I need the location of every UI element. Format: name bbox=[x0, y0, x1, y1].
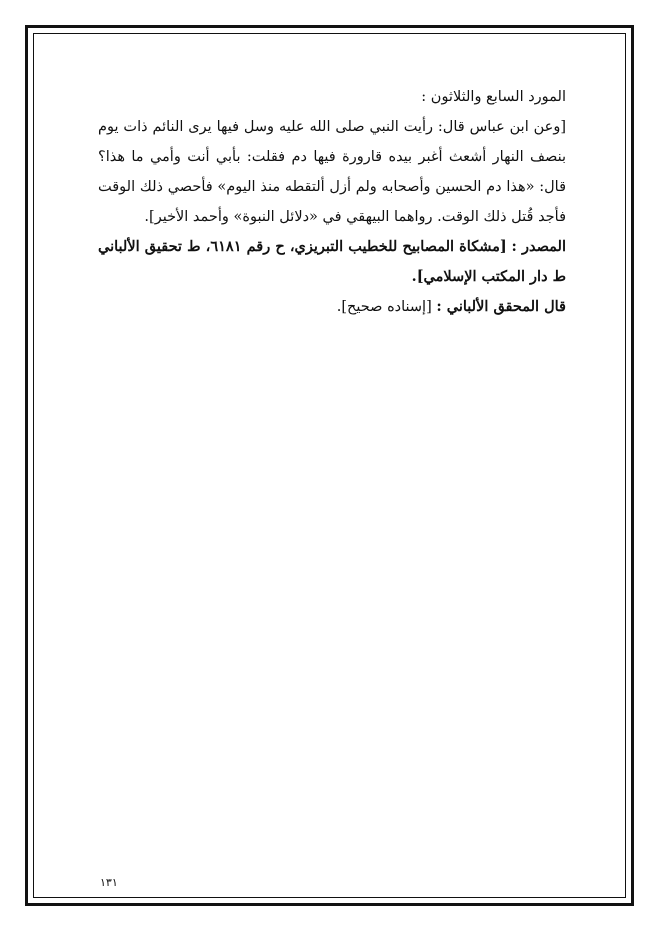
source-line-2: ط دار المكتب الإسلامي]. bbox=[411, 268, 566, 285]
section-heading: المورد السابع والثلاثون : bbox=[421, 89, 566, 105]
hadith-line-4: فأجد قُتل ذلك الوقت. رواهما البيهقي في «دلائل النبوة» وأحمد الأخير]. bbox=[144, 209, 566, 225]
source-text: [مشكاة المصابيح للخطيب التبريزي، ح رقم ٦١٨١، ط تحقيق الألباني bbox=[98, 238, 507, 255]
hadith-line-1: [وعن ابن عباس قال: رأيت النبي صلى الله عليه وسل فيها يرى النائم ذات يوم bbox=[98, 119, 566, 135]
hadith-line-3: قال: «هذا دم الحسين وأصحابه ولم أزل ألتقطه منذ اليوم» فأحصي ذلك الوقت bbox=[98, 179, 566, 195]
source-line-1 bbox=[98, 232, 566, 262]
verdict-line bbox=[98, 292, 566, 322]
page-number: ١٣١ bbox=[100, 876, 118, 889]
verdict-label: قال المحقق الألباني : bbox=[436, 298, 566, 315]
hadith-line-2: بنصف النهار أشعث أغبر بيده قارورة فيها دم فقلت: بأبي أنت وأمي ما هذا؟ bbox=[98, 149, 566, 165]
page-content bbox=[98, 82, 566, 322]
source-label: المصدر : bbox=[511, 238, 566, 255]
verdict-text: [إسناده صحيح]. bbox=[336, 299, 432, 315]
